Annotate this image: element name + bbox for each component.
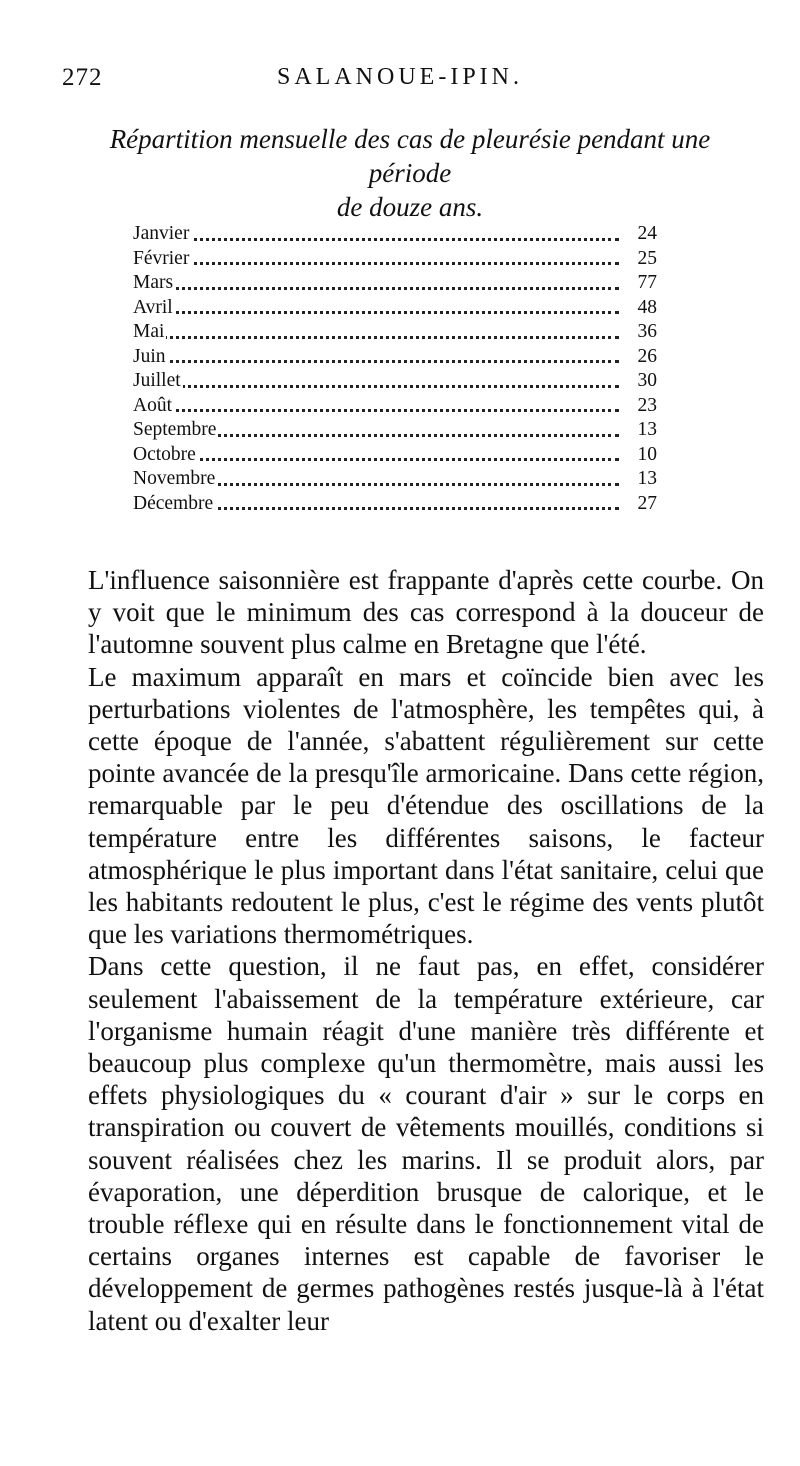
- case-count: 48: [623, 296, 657, 321]
- case-count: 36: [623, 320, 657, 345]
- table-row: [133, 345, 657, 370]
- month-label: Avril: [133, 296, 173, 318]
- case-count: 77: [623, 271, 657, 296]
- table-row: [133, 443, 657, 468]
- dot-leader: [133, 238, 619, 241]
- dot-leader: [133, 336, 619, 339]
- dot-leader: [133, 360, 619, 363]
- dot-leader: [133, 311, 619, 314]
- table-row: [133, 320, 657, 345]
- paragraph-1: L'influence saisonnière est frappante d'après cette courbe. On y voit que le minimum des cas correspond à la douceur de l'automne souvent plus calme en Bretagne que l'été.: [88, 565, 764, 660]
- caption-line-2: de douze ans.: [336, 192, 484, 222]
- table-row: [133, 271, 657, 296]
- month-label: Août: [133, 394, 172, 416]
- month-label: Octobre: [133, 443, 196, 465]
- case-count: 23: [623, 394, 657, 419]
- table-row: [133, 369, 657, 394]
- case-count: 25: [623, 247, 657, 272]
- caption-line-1: Répartition mensuelle des cas de pleurésie pendant une période: [109, 124, 711, 188]
- case-count: 24: [623, 222, 657, 247]
- month-label: Février: [133, 247, 190, 269]
- case-count: 27: [623, 492, 657, 517]
- month-label: Juillet: [133, 370, 181, 391]
- page-number: 272: [62, 64, 103, 91]
- case-count: 26: [623, 345, 657, 370]
- case-count: 30: [623, 369, 657, 394]
- dot-leader: [133, 409, 619, 412]
- month-label: Novembre: [133, 468, 216, 489]
- month-label: Juin: [133, 345, 166, 367]
- table-row: [133, 222, 657, 247]
- month-label: Décembre: [133, 492, 214, 514]
- monthly-cases-table: [133, 222, 657, 516]
- paragraph-3: Dans cette question, il ne faut pas, en effet, considérer seulement l'abaissement de la température extérieure, car l'organisme humain réagit d'une manière très différente et beaucoup plus complexe qu'un thermomètre, mais aussi les effets physiologiques du « courant d'air » sur le corps en transpiration ou couvert de vêtements mouillés, conditions si souvent réalisées chez les marins. Il se produit alors, par évaporation, une déperdition brusque de calorique, et le trouble réflexe qui en résulte dans le fonctionnement vital de certains organes internes est capable de favoriser le développement de germes pathogènes restés jusque-là à l'état latent ou d'exalter leur: [88, 951, 764, 1336]
- case-count: 13: [623, 418, 657, 443]
- table-row: [133, 247, 657, 272]
- dot-leader: [133, 458, 619, 461]
- page-header: [62, 64, 738, 98]
- case-count: 10: [623, 443, 657, 468]
- table-row: [133, 467, 657, 492]
- paragraph-2: Le maximum apparaît en mars et coïncide bien avec les perturbations violentes de l'atmosphère, les tempêtes qui, à cette époque de l'année, s'abattent régulièrement sur cette pointe avancée de la presqu'île armoricaine. Dans cette région, remarquable par le peu d'étendue des oscillations de la température entre les différentes saisons, le facteur atmosphérique le plus important dans l'état sanitaire, celui que les habitants redoutent le plus, c'est le régime des vents plutôt que les variations thermométriques.: [88, 661, 764, 950]
- dot-leader: [133, 262, 619, 265]
- dot-leader: [133, 385, 619, 388]
- case-count: 13: [623, 467, 657, 492]
- running-title: SALANOUE-IPIN.: [277, 64, 523, 90]
- table-row: [133, 492, 657, 517]
- month-label: Janvier: [133, 223, 190, 244]
- month-label: Mars: [133, 272, 174, 293]
- month-label: Septembre: [133, 419, 217, 440]
- table-caption: [90, 122, 730, 224]
- table-row: [133, 418, 657, 443]
- table-row: [133, 394, 657, 419]
- dot-leader: [133, 287, 619, 290]
- month-label: Mai: [133, 321, 165, 342]
- body-text: [88, 564, 764, 1337]
- table-row: [133, 296, 657, 321]
